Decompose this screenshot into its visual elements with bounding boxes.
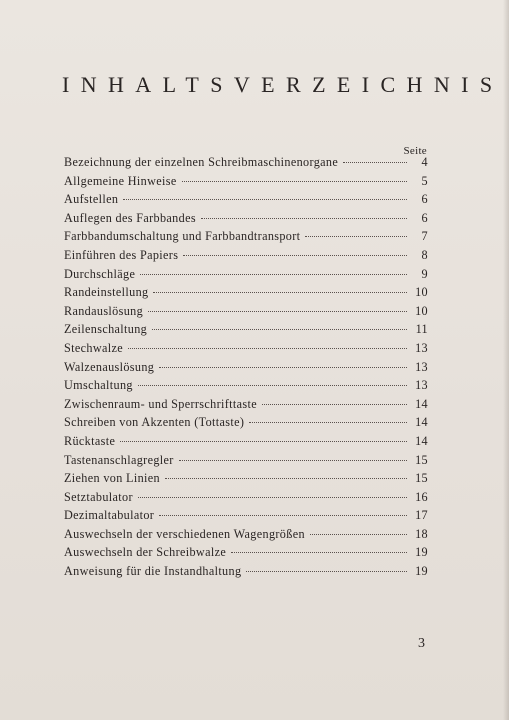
toc-entry bbox=[64, 304, 428, 323]
toc-entry bbox=[64, 508, 428, 527]
dot-leader bbox=[183, 255, 407, 256]
dot-leader bbox=[138, 497, 407, 498]
toc-entry-page: 15 bbox=[415, 452, 428, 467]
toc-entry-page: 13 bbox=[415, 340, 428, 355]
dot-leader bbox=[152, 329, 407, 330]
toc-entry-page: 13 bbox=[415, 378, 428, 393]
toc-entry bbox=[64, 545, 428, 564]
toc-entry-label: Auswechseln der verschiedenen Wagengrößen bbox=[64, 526, 305, 541]
toc-entry bbox=[64, 192, 428, 211]
toc-entry-page: 8 bbox=[421, 247, 428, 262]
table-of-contents bbox=[64, 155, 428, 583]
toc-entry-label: Dezimaltabulator bbox=[64, 508, 155, 523]
toc-entry-page: 13 bbox=[415, 359, 428, 374]
dot-leader bbox=[249, 422, 407, 423]
toc-entry-page: 14 bbox=[415, 396, 428, 411]
toc-entry bbox=[64, 322, 428, 341]
toc-entry-label: Rücktaste bbox=[64, 433, 116, 448]
page-edge-shadow bbox=[503, 0, 509, 720]
toc-entry bbox=[64, 490, 428, 509]
dot-leader bbox=[123, 199, 407, 200]
toc-entry bbox=[64, 155, 428, 174]
toc-entry-label: Bezeichnung der einzelnen Schreibmaschinenorgane bbox=[64, 155, 339, 169]
dot-leader bbox=[159, 515, 407, 516]
dot-leader bbox=[159, 367, 407, 368]
toc-entry bbox=[64, 471, 428, 490]
toc-entry-page: 9 bbox=[421, 266, 428, 281]
toc-entry-label: Ziehen von Linien bbox=[64, 471, 160, 486]
page-number: 3 bbox=[418, 636, 425, 651]
toc-entry-page: 16 bbox=[415, 489, 428, 504]
dot-leader bbox=[120, 441, 407, 442]
dot-leader bbox=[148, 311, 407, 312]
toc-entry-page: 19 bbox=[415, 564, 428, 579]
toc-entry bbox=[64, 453, 428, 472]
toc-entry-label: Randauslösung bbox=[64, 303, 144, 318]
dot-leader bbox=[165, 478, 407, 479]
dot-leader bbox=[343, 162, 407, 163]
toc-entry-page: 4 bbox=[421, 155, 428, 169]
dot-leader bbox=[128, 348, 407, 349]
toc-entry-label: Anweisung für die Instandhaltung bbox=[64, 564, 242, 579]
toc-entry-page: 10 bbox=[415, 303, 428, 318]
toc-entry bbox=[64, 229, 428, 248]
toc-entry-page: 18 bbox=[415, 526, 428, 541]
toc-entry-label: Durchschläge bbox=[64, 266, 136, 281]
toc-entry-label: Zeilenschaltung bbox=[64, 322, 148, 337]
toc-entry bbox=[64, 267, 428, 286]
toc-entry-page: 14 bbox=[415, 433, 428, 448]
toc-entry-page: 14 bbox=[415, 415, 428, 430]
toc-entry-label: Einführen des Papiers bbox=[64, 247, 179, 262]
toc-entry-label: Farbbandumschaltung und Farbbandtransport bbox=[64, 229, 301, 244]
dot-leader bbox=[305, 236, 407, 237]
dot-leader bbox=[140, 274, 407, 275]
toc-entry bbox=[64, 211, 428, 230]
toc-entry bbox=[64, 397, 428, 416]
toc-entry-label: Tastenanschlagregler bbox=[64, 452, 174, 467]
toc-entry-label: Allgemeine Hinweise bbox=[64, 173, 177, 188]
toc-entry bbox=[64, 341, 428, 360]
toc-entry bbox=[64, 564, 428, 583]
toc-entry bbox=[64, 248, 428, 267]
dot-leader bbox=[179, 460, 407, 461]
toc-entry-label: Stechwalze bbox=[64, 340, 123, 355]
toc-entry bbox=[64, 527, 428, 546]
dot-leader bbox=[246, 571, 407, 572]
dot-leader bbox=[231, 552, 407, 553]
page-column-header: Seite bbox=[403, 145, 427, 157]
toc-entry bbox=[64, 174, 428, 193]
toc-entry-page: 10 bbox=[415, 285, 428, 300]
toc-entry-page: 15 bbox=[415, 471, 428, 486]
toc-entry-label: Auflegen des Farbbandes bbox=[64, 210, 196, 225]
toc-entry-page: 19 bbox=[415, 545, 428, 560]
toc-entry-label: Umschaltung bbox=[64, 378, 133, 393]
toc-entry-page: 17 bbox=[415, 508, 428, 523]
toc-entry bbox=[64, 360, 428, 379]
toc-entry-page: 11 bbox=[415, 322, 428, 337]
dot-leader bbox=[153, 292, 407, 293]
toc-entry-label: Setztabulator bbox=[64, 489, 133, 504]
toc-entry-label: Walzenauslösung bbox=[64, 359, 155, 374]
dot-leader bbox=[182, 181, 407, 182]
toc-entry-label: Zwischenraum- und Sperrschrifttaste bbox=[64, 396, 257, 411]
dot-leader bbox=[201, 218, 407, 219]
dot-leader bbox=[262, 404, 407, 405]
toc-entry-label: Randeinstellung bbox=[64, 285, 149, 300]
page-title: INHALTSVERZEICHNIS bbox=[62, 72, 504, 97]
toc-entry-label: Aufstellen bbox=[64, 192, 119, 207]
toc-entry bbox=[64, 434, 428, 453]
toc-entry-page: 6 bbox=[421, 210, 428, 225]
toc-entry-page: 5 bbox=[421, 173, 428, 188]
toc-entry-label: Schreiben von Akzenten (Tottaste) bbox=[64, 415, 245, 430]
dot-leader bbox=[310, 534, 407, 535]
toc-entry bbox=[64, 378, 428, 397]
toc-entry-page: 7 bbox=[421, 229, 428, 244]
toc-entry bbox=[64, 285, 428, 304]
toc-entry bbox=[64, 415, 428, 434]
toc-entry-label: Auswechseln der Schreibwalze bbox=[64, 545, 227, 560]
dot-leader bbox=[138, 385, 407, 386]
toc-entry-page: 6 bbox=[421, 192, 428, 207]
